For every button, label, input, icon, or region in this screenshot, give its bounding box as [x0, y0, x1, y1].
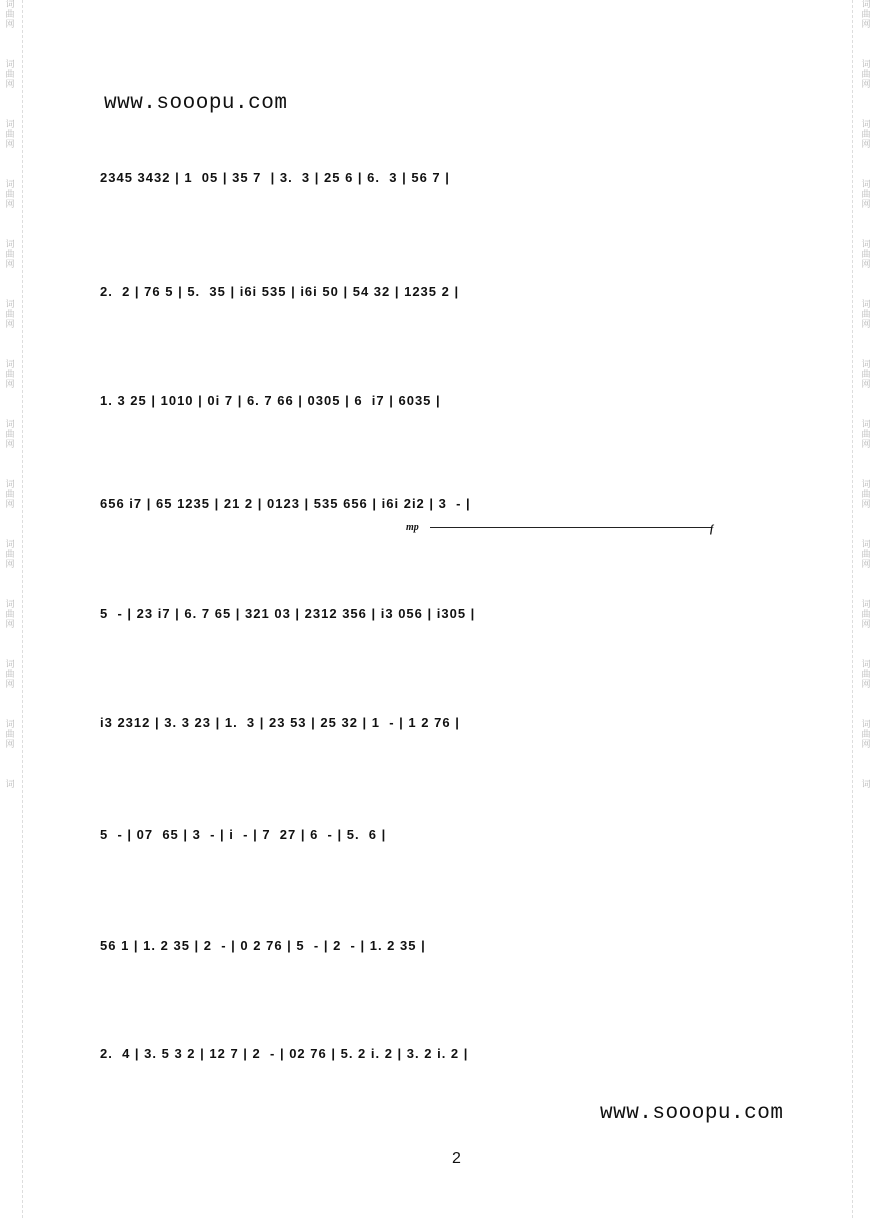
watermark-glyph: 曲: [861, 370, 871, 380]
watermark-glyph: 词: [5, 180, 15, 190]
watermark-glyph: 词: [5, 540, 15, 550]
watermark-glyph: 网: [861, 200, 871, 210]
right-watermark-strip: [858, 0, 874, 1218]
watermark-glyph: 网: [861, 380, 871, 390]
watermark-glyph: 词: [5, 300, 15, 310]
score-line-notes: 2. 4 | 3. 5 3 2 | 12 7 | 2 - | 02 76 | 5. 2 i. 2 | 3. 2 i. 2 |: [100, 1046, 469, 1061]
watermark-glyph: 网: [5, 320, 15, 330]
watermark-glyph: 曲: [5, 430, 15, 440]
score-line-notes: i3 2312 | 3. 3 23 | 1. 3 | 23 53 | 25 32 | 1 - | 1 2 76 |: [100, 715, 460, 730]
dynamic-mp: mp: [406, 522, 419, 533]
left-watermark-strip: [2, 0, 18, 1218]
watermark-glyph: 词: [861, 300, 871, 310]
watermark-glyph: 网: [5, 440, 15, 450]
watermark-glyph: 词: [861, 540, 871, 550]
watermark-glyph: 词: [861, 120, 871, 130]
watermark-glyph: 网: [861, 500, 871, 510]
watermark-glyph: 曲: [5, 10, 15, 20]
watermark-glyph: 词: [861, 660, 871, 670]
watermark-glyph: 曲: [5, 670, 15, 680]
watermark-glyph: 词: [861, 780, 871, 790]
watermark-glyph: 曲: [861, 70, 871, 80]
watermark-glyph: 词: [5, 60, 15, 70]
watermark-glyph: 词: [5, 120, 15, 130]
watermark-glyph: 词: [861, 420, 871, 430]
score-line-notes: 2. 2 | 76 5 | 5. 35 | i6i 535 | i6i 50 | 54 32 | 1235 2 |: [100, 284, 460, 299]
score-line-notes: 2345 3432 | 1 05 | 35 7 | 3. 3 | 25 6 | 6. 3 | 56 7 |: [100, 170, 450, 185]
watermark-glyph: 词: [861, 0, 871, 10]
watermark-glyph: 词: [5, 780, 15, 790]
score-line-notes: 56 1 | 1. 2 35 | 2 - | 0 2 76 | 5 - | 2 - | 1. 2 35 |: [100, 938, 426, 953]
watermark-glyph: 网: [861, 680, 871, 690]
watermark-glyph: 曲: [861, 310, 871, 320]
watermark-glyph: 网: [861, 20, 871, 30]
watermark-glyph: 网: [5, 620, 15, 630]
score-line-5: [100, 606, 790, 636]
watermark-glyph: 网: [5, 500, 15, 510]
watermark-glyph: 网: [5, 740, 15, 750]
watermark-glyph: 网: [5, 380, 15, 390]
watermark-glyph: 词: [861, 480, 871, 490]
watermark-glyph: 词: [861, 240, 871, 250]
watermark-glyph: 曲: [5, 130, 15, 140]
watermark-glyph: 曲: [861, 430, 871, 440]
watermark-glyph: 词: [5, 0, 15, 10]
watermark-glyph: 曲: [5, 550, 15, 560]
score-line-7: [100, 827, 790, 857]
watermark-glyph: 词: [5, 360, 15, 370]
score-line-notes: 1. 3 25 | 1010 | 0i 7 | 6. 7 66 | 0305 | 6 i7 | 6035 |: [100, 393, 441, 408]
score-line-8: [100, 938, 790, 968]
watermark-glyph: 曲: [861, 550, 871, 560]
watermark-glyph: 曲: [861, 130, 871, 140]
left-border-line: [22, 0, 23, 1218]
watermark-glyph: 网: [5, 20, 15, 30]
watermark-glyph: 网: [861, 140, 871, 150]
watermark-glyph: 曲: [861, 670, 871, 680]
watermark-glyph: 词: [5, 480, 15, 490]
watermark-glyph: 网: [861, 260, 871, 270]
score-line-6: [100, 715, 790, 745]
watermark-glyph: 词: [861, 180, 871, 190]
watermark-glyph: 曲: [5, 370, 15, 380]
watermark-glyph: 网: [5, 260, 15, 270]
watermark-glyph: 曲: [861, 610, 871, 620]
watermark-glyph: 词: [861, 360, 871, 370]
watermark-url-bottom: www.sooopu.com: [600, 1102, 784, 1125]
crescendo-line: [430, 527, 712, 529]
watermark-url-top: www.sooopu.com: [104, 92, 288, 115]
watermark-glyph: 网: [861, 80, 871, 90]
watermark-glyph: 曲: [5, 610, 15, 620]
score-line-notes: 656 i7 | 65 1235 | 21 2 | 0123 | 535 656 | i6i 2i2 | 3 - |: [100, 496, 471, 511]
score-line-notes: 5 - | 23 i7 | 6. 7 65 | 321 03 | 2312 356 | i3 056 | i305 |: [100, 606, 476, 621]
watermark-glyph: 网: [861, 620, 871, 630]
watermark-glyph: 网: [5, 560, 15, 570]
score-line-9: [100, 1046, 790, 1076]
watermark-glyph: 曲: [861, 250, 871, 260]
watermark-glyph: 网: [5, 200, 15, 210]
watermark-glyph: 网: [861, 560, 871, 570]
watermark-glyph: 网: [5, 80, 15, 90]
watermark-glyph: 网: [5, 680, 15, 690]
watermark-glyph: 网: [5, 140, 15, 150]
watermark-glyph: 网: [861, 740, 871, 750]
watermark-glyph: 网: [861, 440, 871, 450]
watermark-glyph: 曲: [5, 190, 15, 200]
watermark-glyph: 网: [861, 320, 871, 330]
watermark-glyph: 曲: [861, 190, 871, 200]
score-line-4: [100, 496, 790, 535]
page-number: 2: [452, 1150, 461, 1167]
watermark-glyph: 词: [5, 720, 15, 730]
watermark-glyph: 曲: [5, 310, 15, 320]
watermark-glyph: 词: [5, 660, 15, 670]
watermark-glyph: 曲: [5, 70, 15, 80]
watermark-glyph: 曲: [5, 490, 15, 500]
watermark-glyph: 曲: [861, 730, 871, 740]
watermark-glyph: 词: [5, 600, 15, 610]
watermark-glyph: 曲: [861, 490, 871, 500]
watermark-glyph: 词: [861, 720, 871, 730]
watermark-glyph: 词: [861, 600, 871, 610]
dynamic-f: f: [710, 524, 714, 535]
watermark-glyph: 词: [5, 420, 15, 430]
watermark-glyph: 词: [5, 240, 15, 250]
watermark-glyph: 词: [861, 60, 871, 70]
watermark-glyph: 曲: [861, 10, 871, 20]
score-line-notes: 5 - | 07 65 | 3 - | i - | 7 27 | 6 - | 5. 6 |: [100, 827, 387, 842]
score-line-1: [100, 170, 790, 200]
watermark-glyph: 曲: [5, 250, 15, 260]
score-line-2: [100, 284, 790, 314]
right-border-line: [852, 0, 853, 1218]
score-line-3: [100, 393, 790, 423]
watermark-glyph: 曲: [5, 730, 15, 740]
